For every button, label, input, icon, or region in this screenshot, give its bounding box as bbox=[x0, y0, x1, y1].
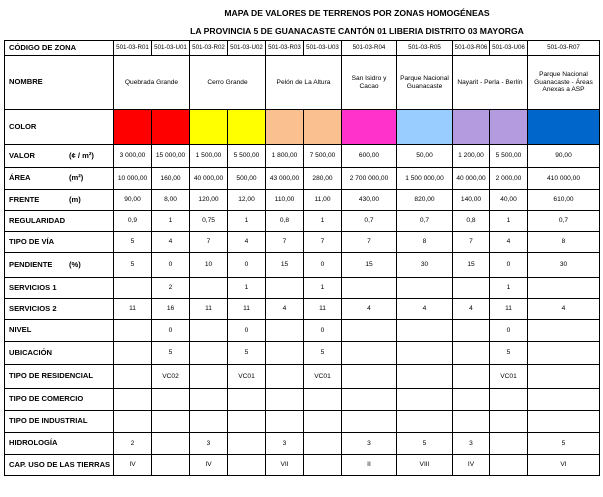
value-cell bbox=[397, 342, 453, 365]
value-cell bbox=[453, 411, 490, 433]
value-cell bbox=[528, 365, 600, 389]
color-swatch bbox=[266, 110, 304, 145]
row-industrial bbox=[5, 411, 600, 433]
value-cell: 0,8 bbox=[266, 211, 304, 232]
color-swatch bbox=[190, 110, 228, 145]
row-label bbox=[5, 168, 114, 190]
value-cell bbox=[190, 320, 228, 342]
zone-values-grid bbox=[4, 40, 600, 476]
value-cell: 0,7 bbox=[342, 211, 397, 232]
row-label bbox=[5, 320, 114, 342]
value-cell bbox=[342, 411, 397, 433]
value-cell bbox=[528, 411, 600, 433]
value-cell: 4 bbox=[453, 299, 490, 320]
row-area bbox=[5, 168, 600, 190]
row-label-text bbox=[9, 439, 113, 448]
value-cell: 15 bbox=[266, 253, 304, 278]
row-label-name: TIPO DE RESIDENCIAL bbox=[9, 371, 93, 381]
row-label bbox=[5, 211, 114, 232]
value-cell: 7 bbox=[190, 232, 228, 253]
row-label bbox=[5, 433, 114, 455]
value-cell bbox=[528, 342, 600, 365]
value-cell bbox=[342, 365, 397, 389]
value-cell: VC02 bbox=[152, 365, 190, 389]
value-cell bbox=[342, 320, 397, 342]
value-cell bbox=[528, 389, 600, 411]
value-cell bbox=[266, 278, 304, 299]
row-label-text bbox=[9, 349, 113, 358]
value-cell: 610,00 bbox=[528, 190, 600, 211]
value-cell: 1 bbox=[304, 211, 342, 232]
value-cell: 1 bbox=[304, 278, 342, 299]
row-label-name: HIDROLOGÍA bbox=[9, 438, 58, 448]
row-label-text bbox=[9, 261, 113, 270]
table-subtitle: LA PROVINCIA 5 DE GUANACASTE CANTÓN 01 LIBERIA DISTRITO 03 MAYORGA bbox=[190, 26, 524, 36]
row-color bbox=[5, 110, 600, 145]
value-cell bbox=[266, 365, 304, 389]
name-cell: Quebrada Grande bbox=[114, 56, 190, 110]
row-tipo-via bbox=[5, 232, 600, 253]
name-cell: San Isidro y Cacao bbox=[342, 56, 397, 110]
value-cell: 280,00 bbox=[304, 168, 342, 190]
name-cell: Parque Nacional Guanacaste bbox=[397, 56, 453, 110]
value-cell: 4 bbox=[397, 299, 453, 320]
value-cell: 40 000,00 bbox=[190, 168, 228, 190]
value-cell: 3 bbox=[266, 433, 304, 455]
row-uso-tierras bbox=[5, 455, 600, 476]
row-label-unit: (%) bbox=[69, 259, 81, 269]
row-pendiente bbox=[5, 253, 600, 278]
row-label bbox=[5, 455, 114, 476]
label-nombre: NOMBRE bbox=[5, 56, 114, 110]
row-label-text bbox=[9, 174, 113, 183]
value-cell: 11 bbox=[228, 299, 266, 320]
value-cell: 8,00 bbox=[152, 190, 190, 211]
row-label-name: FRENTE bbox=[9, 194, 40, 204]
row-label-name: REGULARIDAD bbox=[9, 215, 66, 225]
value-cell: 12,00 bbox=[228, 190, 266, 211]
value-cell: 4 bbox=[152, 232, 190, 253]
color-swatch bbox=[152, 110, 190, 145]
value-cell: 4 bbox=[228, 232, 266, 253]
value-cell bbox=[114, 342, 152, 365]
value-cell: 15 000,00 bbox=[152, 145, 190, 168]
value-cell: IV bbox=[114, 455, 152, 476]
name-cell: Nayarit - Perla - Berlín bbox=[453, 56, 528, 110]
value-cell bbox=[266, 411, 304, 433]
row-label-text bbox=[9, 284, 113, 293]
name-cell: Parque Nacional Guanacaste - Áreas Anexas a ASP bbox=[528, 56, 600, 110]
row-label-text bbox=[9, 217, 113, 226]
value-cell: 40,00 bbox=[490, 190, 528, 211]
row-hidrologia bbox=[5, 433, 600, 455]
value-cell: 0,75 bbox=[190, 211, 228, 232]
value-cell bbox=[304, 455, 342, 476]
code-cell: 501-03-R02 bbox=[190, 41, 228, 56]
value-cell bbox=[490, 389, 528, 411]
value-cell bbox=[228, 433, 266, 455]
value-cell: 0 bbox=[152, 320, 190, 342]
value-cell: 600,00 bbox=[342, 145, 397, 168]
value-cell bbox=[114, 411, 152, 433]
value-cell: 7 bbox=[304, 232, 342, 253]
title-area bbox=[113, 4, 601, 39]
value-cell bbox=[528, 320, 600, 342]
value-cell: 1 bbox=[152, 211, 190, 232]
row-label bbox=[5, 342, 114, 365]
value-cell: 3 bbox=[453, 433, 490, 455]
row-ubicacion bbox=[5, 342, 600, 365]
color-swatch bbox=[114, 110, 152, 145]
value-cell bbox=[114, 365, 152, 389]
value-cell: 0,7 bbox=[397, 211, 453, 232]
value-cell: 0 bbox=[304, 320, 342, 342]
code-cell: 501-03-U03 bbox=[304, 41, 342, 56]
row-label-unit: (m) bbox=[69, 194, 81, 204]
label-codigo: CÓDIGO DE ZONA bbox=[5, 41, 114, 56]
row-label-text bbox=[9, 326, 113, 335]
value-cell bbox=[528, 278, 600, 299]
value-cell bbox=[342, 389, 397, 411]
value-cell: 11 bbox=[490, 299, 528, 320]
value-cell bbox=[190, 365, 228, 389]
value-cell bbox=[490, 411, 528, 433]
value-cell: 15 bbox=[453, 253, 490, 278]
value-cell: 2 bbox=[114, 433, 152, 455]
row-label-name: TIPO DE VÍA bbox=[9, 236, 55, 246]
row-nivel bbox=[5, 320, 600, 342]
value-cell bbox=[397, 389, 453, 411]
value-cell: 1 bbox=[228, 211, 266, 232]
value-cell: 1 bbox=[490, 211, 528, 232]
value-cell: 0 bbox=[304, 253, 342, 278]
value-cell: 43 000,00 bbox=[266, 168, 304, 190]
value-cell: 2 bbox=[152, 278, 190, 299]
value-cell bbox=[453, 320, 490, 342]
value-cell: 8 bbox=[397, 232, 453, 253]
row-label-text bbox=[9, 372, 113, 381]
value-cell: 50,00 bbox=[397, 145, 453, 168]
value-cell: 11,00 bbox=[304, 190, 342, 211]
value-cell bbox=[152, 455, 190, 476]
row-label-name: VALOR bbox=[9, 150, 36, 160]
value-cell: 3 bbox=[190, 433, 228, 455]
value-cell: 0 bbox=[490, 253, 528, 278]
row-codigo bbox=[5, 41, 600, 56]
color-swatch bbox=[528, 110, 600, 145]
value-cell bbox=[304, 389, 342, 411]
value-cell bbox=[190, 278, 228, 299]
value-cell bbox=[453, 342, 490, 365]
value-cell bbox=[397, 278, 453, 299]
row-label-name: PENDIENTE bbox=[9, 259, 53, 269]
row-label-text bbox=[9, 305, 113, 314]
code-cell: 501-03-U01 bbox=[152, 41, 190, 56]
value-cell: 7 500,00 bbox=[304, 145, 342, 168]
row-label-text bbox=[9, 461, 113, 470]
value-cell bbox=[304, 433, 342, 455]
value-cell: 5 bbox=[304, 342, 342, 365]
value-cell: VC01 bbox=[490, 365, 528, 389]
row-label bbox=[5, 232, 114, 253]
color-swatch bbox=[304, 110, 342, 145]
row-label-unit: (m²) bbox=[69, 173, 84, 183]
row-residencial bbox=[5, 365, 600, 389]
value-cell bbox=[114, 389, 152, 411]
value-cell: 16 bbox=[152, 299, 190, 320]
row-label-name: NIVEL bbox=[9, 325, 32, 335]
code-cell: 501-03-R05 bbox=[397, 41, 453, 56]
value-cell: 0,9 bbox=[114, 211, 152, 232]
value-cell: 5 500,00 bbox=[228, 145, 266, 168]
row-label-unit: (¢ / m²) bbox=[69, 150, 94, 160]
row-label-text bbox=[9, 196, 113, 205]
value-cell: 2 000,00 bbox=[490, 168, 528, 190]
color-swatch bbox=[490, 110, 528, 145]
row-label bbox=[5, 145, 114, 168]
row-frente bbox=[5, 190, 600, 211]
value-cell: 1 bbox=[490, 278, 528, 299]
row-label-name: TIPO DE INDUSTRIAL bbox=[9, 416, 88, 426]
row-label-text bbox=[9, 152, 113, 161]
code-cell: 501-03-R04 bbox=[342, 41, 397, 56]
row-label bbox=[5, 190, 114, 211]
value-cell: 11 bbox=[114, 299, 152, 320]
name-cell: Cerro Grande bbox=[190, 56, 266, 110]
value-cell: 5 bbox=[114, 253, 152, 278]
row-label-name: ÁREA bbox=[9, 173, 31, 183]
value-cell bbox=[190, 342, 228, 365]
value-cell: 1 800,00 bbox=[266, 145, 304, 168]
value-cell bbox=[114, 320, 152, 342]
code-cell: 501-03-R07 bbox=[528, 41, 600, 56]
row-label-text bbox=[9, 238, 113, 247]
value-cell bbox=[266, 320, 304, 342]
row-label-name: CAP. USO DE LAS TIERRAS bbox=[9, 459, 111, 469]
value-cell: IV bbox=[190, 455, 228, 476]
value-cell: 8 bbox=[528, 232, 600, 253]
value-cell: 0 bbox=[228, 253, 266, 278]
row-valor bbox=[5, 145, 600, 168]
value-cell: 2 700 000,00 bbox=[342, 168, 397, 190]
value-cell: 5 bbox=[397, 433, 453, 455]
value-cell bbox=[490, 433, 528, 455]
value-cell: 500,00 bbox=[228, 168, 266, 190]
value-cell: 10 000,00 bbox=[114, 168, 152, 190]
value-cell: 110,00 bbox=[266, 190, 304, 211]
value-cell: II bbox=[342, 455, 397, 476]
value-cell: 90,00 bbox=[528, 145, 600, 168]
row-label-name: TIPO DE COMERCIO bbox=[9, 394, 84, 404]
value-cell: 30 bbox=[528, 253, 600, 278]
value-cell: 140,00 bbox=[453, 190, 490, 211]
value-cell: VII bbox=[266, 455, 304, 476]
value-cell: 40 000,00 bbox=[453, 168, 490, 190]
value-cell bbox=[228, 411, 266, 433]
row-label bbox=[5, 299, 114, 320]
value-cell: 160,00 bbox=[152, 168, 190, 190]
value-cell bbox=[152, 389, 190, 411]
value-cell bbox=[397, 411, 453, 433]
value-cell bbox=[397, 365, 453, 389]
value-cell: 5 bbox=[114, 232, 152, 253]
value-cell: 4 bbox=[490, 232, 528, 253]
row-label bbox=[5, 278, 114, 299]
value-cell bbox=[190, 411, 228, 433]
value-cell bbox=[266, 342, 304, 365]
row-servicios1 bbox=[5, 278, 600, 299]
value-cell: 0 bbox=[228, 320, 266, 342]
value-cell: 3 bbox=[342, 433, 397, 455]
row-label-text bbox=[9, 395, 113, 404]
code-cell: 501-03-R01 bbox=[114, 41, 152, 56]
row-label bbox=[5, 411, 114, 433]
color-swatch bbox=[228, 110, 266, 145]
value-cell bbox=[266, 389, 304, 411]
value-cell: 0 bbox=[490, 320, 528, 342]
row-label bbox=[5, 253, 114, 278]
value-cell: 5 bbox=[528, 433, 600, 455]
table-title: MAPA DE VALORES DE TERRENOS POR ZONAS HOMOGÉNEAS bbox=[224, 8, 490, 18]
color-swatch bbox=[342, 110, 397, 145]
value-cell: 11 bbox=[190, 299, 228, 320]
code-cell: 501-03-R06 bbox=[453, 41, 490, 56]
row-servicios2 bbox=[5, 299, 600, 320]
value-cell: 0,8 bbox=[453, 211, 490, 232]
value-cell bbox=[453, 389, 490, 411]
value-cell bbox=[342, 342, 397, 365]
value-cell: 820,00 bbox=[397, 190, 453, 211]
value-cell: VC01 bbox=[304, 365, 342, 389]
value-cell bbox=[190, 389, 228, 411]
value-cell bbox=[342, 278, 397, 299]
value-cell: 410 000,00 bbox=[528, 168, 600, 190]
value-cell bbox=[397, 320, 453, 342]
value-cell: 4 bbox=[266, 299, 304, 320]
value-cell: 5 bbox=[152, 342, 190, 365]
row-regularidad bbox=[5, 211, 600, 232]
value-cell bbox=[453, 365, 490, 389]
value-cell: 10 bbox=[190, 253, 228, 278]
value-cell bbox=[453, 278, 490, 299]
name-cell: Pelón de La Altura bbox=[266, 56, 342, 110]
row-label-name: UBICACIÓN bbox=[9, 347, 53, 357]
value-cell: 5 bbox=[228, 342, 266, 365]
row-label bbox=[5, 389, 114, 411]
value-cell bbox=[304, 411, 342, 433]
value-cell: VI bbox=[528, 455, 600, 476]
value-cell: 5 bbox=[490, 342, 528, 365]
value-cell: VC01 bbox=[228, 365, 266, 389]
label-color: COLOR bbox=[5, 110, 114, 145]
value-cell: 3 000,00 bbox=[114, 145, 152, 168]
value-cell: 30 bbox=[397, 253, 453, 278]
value-cell: 1 500,00 bbox=[190, 145, 228, 168]
color-swatch bbox=[453, 110, 490, 145]
value-cell bbox=[152, 433, 190, 455]
value-cell: 7 bbox=[453, 232, 490, 253]
color-swatch bbox=[397, 110, 453, 145]
row-label-text bbox=[9, 417, 113, 426]
value-cell bbox=[490, 455, 528, 476]
value-cell: 5 500,00 bbox=[490, 145, 528, 168]
value-cell: 430,00 bbox=[342, 190, 397, 211]
value-cell: 7 bbox=[266, 232, 304, 253]
code-cell: 501-03-R03 bbox=[266, 41, 304, 56]
value-cell bbox=[228, 389, 266, 411]
value-cell: 7 bbox=[342, 232, 397, 253]
value-cell: 1 bbox=[228, 278, 266, 299]
row-label-name: SERVICIOS 1 bbox=[9, 282, 57, 292]
value-cell: 11 bbox=[304, 299, 342, 320]
value-cell: 0,7 bbox=[528, 211, 600, 232]
code-cell: 501-03-U06 bbox=[490, 41, 528, 56]
value-cell: 4 bbox=[342, 299, 397, 320]
value-cell: 1 500 000,00 bbox=[397, 168, 453, 190]
value-cell: 1 200,00 bbox=[453, 145, 490, 168]
value-cell bbox=[228, 455, 266, 476]
row-comercio bbox=[5, 389, 600, 411]
value-cell: IV bbox=[453, 455, 490, 476]
row-label-name: SERVICIOS 2 bbox=[9, 303, 57, 313]
code-cell: 501-03-U02 bbox=[228, 41, 266, 56]
value-cell: 0 bbox=[152, 253, 190, 278]
row-label bbox=[5, 365, 114, 389]
value-cell: 90,00 bbox=[114, 190, 152, 211]
value-cell: 15 bbox=[342, 253, 397, 278]
row-nombre bbox=[5, 56, 600, 110]
value-cell: 120,00 bbox=[190, 190, 228, 211]
value-cell: VIII bbox=[397, 455, 453, 476]
value-cell bbox=[152, 411, 190, 433]
value-cell bbox=[114, 278, 152, 299]
value-cell: 4 bbox=[528, 299, 600, 320]
